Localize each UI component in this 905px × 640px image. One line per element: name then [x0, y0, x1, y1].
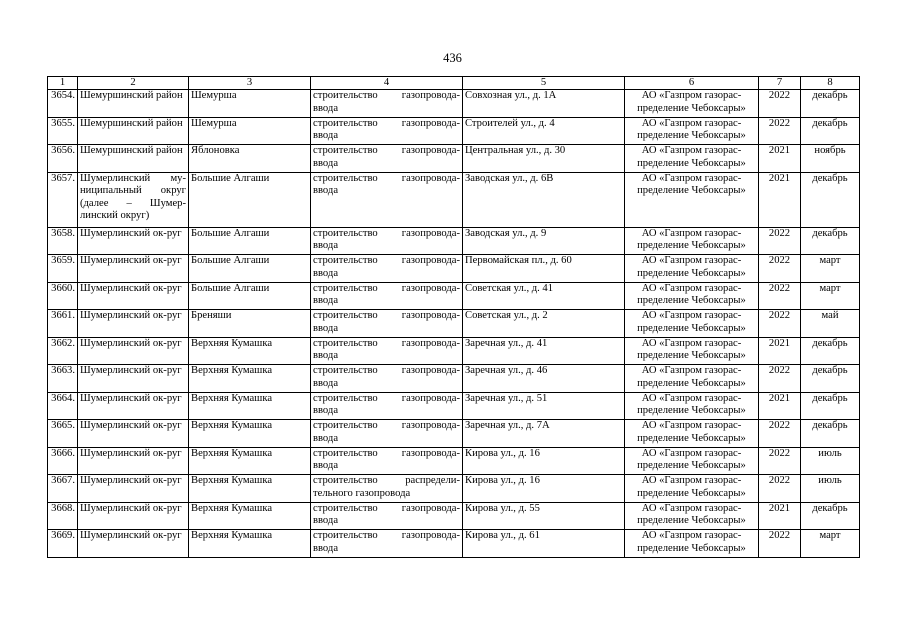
district-cell: Шумерлинский ок-руг	[78, 255, 189, 283]
month-cell: июль	[801, 475, 860, 503]
locality-cell: Большие Алгаши	[189, 227, 311, 255]
year-cell: 2022	[759, 282, 801, 310]
column-header: 7	[759, 77, 801, 90]
district-cell: Шумерлинский ок-руг	[78, 502, 189, 530]
work-type-cell: строительство газопровода-ввода	[311, 337, 463, 365]
year-cell: 2021	[759, 392, 801, 420]
locality-cell: Верхняя Кумашка	[189, 420, 311, 448]
district-cell: Шемуршинский район	[78, 90, 189, 118]
column-header: 2	[78, 77, 189, 90]
organization-cell: АО «Газпром газорас-пределение Чебоксары»	[625, 530, 759, 558]
table-row	[48, 502, 860, 530]
organization-cell: АО «Газпром газорас-пределение Чебоксары»	[625, 502, 759, 530]
row-number: 3666.	[48, 447, 78, 475]
row-number: 3660.	[48, 282, 78, 310]
year-cell: 2022	[759, 117, 801, 145]
table-row	[48, 530, 860, 558]
month-cell: май	[801, 310, 860, 338]
address-cell: Кирова ул., д. 61	[463, 530, 625, 558]
work-type-cell: строительство газопровода-ввода	[311, 310, 463, 338]
row-number: 3664.	[48, 392, 78, 420]
work-type-cell: строительство газопровода-ввода	[311, 530, 463, 558]
address-cell: Кирова ул., д. 55	[463, 502, 625, 530]
page-number: 436	[443, 51, 462, 65]
work-type-cell: строительство газопровода-ввода	[311, 172, 463, 227]
locality-cell: Яблоновка	[189, 145, 311, 173]
organization-cell: АО «Газпром газорас-пределение Чебоксары»	[625, 420, 759, 448]
row-number: 3654.	[48, 90, 78, 118]
work-type-cell: строительство газопровода-ввода	[311, 420, 463, 448]
row-number: 3663.	[48, 365, 78, 393]
locality-cell: Большие Алгаши	[189, 255, 311, 283]
address-cell: Советская ул., д. 2	[463, 310, 625, 338]
column-number-row	[48, 77, 860, 90]
organization-cell: АО «Газпром газорас-пределение Чебоксары»	[625, 365, 759, 393]
district-cell: Шумерлинский ок-руг	[78, 447, 189, 475]
table-row	[48, 420, 860, 448]
district-cell: Шумерлинский ок-руг	[78, 475, 189, 503]
address-cell: Кирова ул., д. 16	[463, 475, 625, 503]
work-type-cell: строительство газопровода-ввода	[311, 502, 463, 530]
organization-cell: АО «Газпром газорас-пределение Чебоксары»	[625, 227, 759, 255]
table-row	[48, 227, 860, 255]
organization-cell: АО «Газпром газорас-пределение Чебоксары»	[625, 475, 759, 503]
column-header: 4	[311, 77, 463, 90]
table-row	[48, 365, 860, 393]
table-row	[48, 255, 860, 283]
address-cell: Советская ул., д. 41	[463, 282, 625, 310]
district-cell: Шумерлинский ок-руг	[78, 227, 189, 255]
month-cell: декабрь	[801, 117, 860, 145]
year-cell: 2022	[759, 90, 801, 118]
column-header: 3	[189, 77, 311, 90]
month-cell: декабрь	[801, 337, 860, 365]
table-row	[48, 392, 860, 420]
work-type-cell: строительство газопровода-ввода	[311, 90, 463, 118]
organization-cell: АО «Газпром газорас-пределение Чебоксары»	[625, 447, 759, 475]
address-cell: Заречная ул., д. 46	[463, 365, 625, 393]
row-number: 3665.	[48, 420, 78, 448]
month-cell: март	[801, 255, 860, 283]
district-cell: Шемуршинский район	[78, 145, 189, 173]
work-type-cell: строительство газопровода-ввода	[311, 117, 463, 145]
locality-cell: Большие Алгаши	[189, 282, 311, 310]
address-cell: Заречная ул., д. 41	[463, 337, 625, 365]
work-type-cell: строительство газопровода-ввода	[311, 392, 463, 420]
table-row	[48, 447, 860, 475]
locality-cell: Шемурша	[189, 117, 311, 145]
year-cell: 2021	[759, 145, 801, 173]
year-cell: 2022	[759, 530, 801, 558]
locality-cell: Большие Алгаши	[189, 172, 311, 227]
work-type-cell: строительство газопровода-ввода	[311, 447, 463, 475]
column-header: 1	[48, 77, 78, 90]
work-type-cell: строительство газопровода-ввода	[311, 227, 463, 255]
address-cell: Заречная ул., д. 51	[463, 392, 625, 420]
year-cell: 2022	[759, 255, 801, 283]
month-cell: декабрь	[801, 392, 860, 420]
organization-cell: АО «Газпром газорас-пределение Чебоксары»	[625, 392, 759, 420]
month-cell: декабрь	[801, 90, 860, 118]
work-type-cell: строительство газопровода-ввода	[311, 365, 463, 393]
year-cell: 2022	[759, 420, 801, 448]
register-table	[47, 76, 860, 558]
row-number: 3659.	[48, 255, 78, 283]
locality-cell: Верхняя Кумашка	[189, 502, 311, 530]
year-cell: 2022	[759, 227, 801, 255]
table-row	[48, 310, 860, 338]
address-cell: Заводская ул., д. 9	[463, 227, 625, 255]
month-cell: декабрь	[801, 227, 860, 255]
year-cell: 2021	[759, 502, 801, 530]
address-cell: Совхозная ул., д. 1А	[463, 90, 625, 118]
work-type-cell: строительство распредели-тельного газопровода	[311, 475, 463, 503]
month-cell: март	[801, 282, 860, 310]
year-cell: 2021	[759, 172, 801, 227]
district-cell: Шемуршинский район	[78, 117, 189, 145]
row-number: 3661.	[48, 310, 78, 338]
row-number: 3656.	[48, 145, 78, 173]
table-row	[48, 282, 860, 310]
work-type-cell: строительство газопровода-ввода	[311, 282, 463, 310]
month-cell: март	[801, 530, 860, 558]
month-cell: ноябрь	[801, 145, 860, 173]
district-cell: Шумерлинский му-ниципальный округ (далее – Шумер-линский округ)	[78, 172, 189, 227]
address-cell: Первомайская пл., д. 60	[463, 255, 625, 283]
row-number: 3657.	[48, 172, 78, 227]
row-number: 3658.	[48, 227, 78, 255]
row-number: 3669.	[48, 530, 78, 558]
row-number: 3662.	[48, 337, 78, 365]
organization-cell: АО «Газпром газорас-пределение Чебоксары»	[625, 117, 759, 145]
organization-cell: АО «Газпром газорас-пределение Чебоксары»	[625, 310, 759, 338]
year-cell: 2022	[759, 475, 801, 503]
address-cell: Заречная ул., д. 7А	[463, 420, 625, 448]
district-cell: Шумерлинский ок-руг	[78, 530, 189, 558]
year-cell: 2021	[759, 337, 801, 365]
table-row	[48, 90, 860, 118]
district-cell: Шумерлинский ок-руг	[78, 365, 189, 393]
locality-cell: Шемурша	[189, 90, 311, 118]
locality-cell: Верхняя Кумашка	[189, 530, 311, 558]
year-cell: 2022	[759, 310, 801, 338]
table-row	[48, 145, 860, 173]
district-cell: Шумерлинский ок-руг	[78, 310, 189, 338]
table-row	[48, 172, 860, 227]
district-cell: Шумерлинский ок-руг	[78, 392, 189, 420]
locality-cell: Верхняя Кумашка	[189, 392, 311, 420]
year-cell: 2022	[759, 365, 801, 393]
locality-cell: Верхняя Кумашка	[189, 475, 311, 503]
table-row	[48, 475, 860, 503]
column-header: 5	[463, 77, 625, 90]
column-header: 6	[625, 77, 759, 90]
row-number: 3655.	[48, 117, 78, 145]
district-cell: Шумерлинский ок-руг	[78, 420, 189, 448]
column-header: 8	[801, 77, 860, 90]
locality-cell: Верхняя Кумашка	[189, 365, 311, 393]
district-cell: Шумерлинский ок-руг	[78, 337, 189, 365]
organization-cell: АО «Газпром газорас-пределение Чебоксары»	[625, 145, 759, 173]
organization-cell: АО «Газпром газорас-пределение Чебоксары»	[625, 255, 759, 283]
organization-cell: АО «Газпром газорас-пределение Чебоксары»	[625, 282, 759, 310]
month-cell: декабрь	[801, 365, 860, 393]
month-cell: декабрь	[801, 420, 860, 448]
address-cell: Центральная ул., д. 30	[463, 145, 625, 173]
organization-cell: АО «Газпром газорас-пределение Чебоксары»	[625, 172, 759, 227]
locality-cell: Верхняя Кумашка	[189, 337, 311, 365]
address-cell: Строителей ул., д. 4	[463, 117, 625, 145]
organization-cell: АО «Газпром газорас-пределение Чебоксары»	[625, 90, 759, 118]
address-cell: Заводская ул., д. 6В	[463, 172, 625, 227]
organization-cell: АО «Газпром газорас-пределение Чебоксары»	[625, 337, 759, 365]
locality-cell: Верхняя Кумашка	[189, 447, 311, 475]
row-number: 3668.	[48, 502, 78, 530]
row-number: 3667.	[48, 475, 78, 503]
table-row	[48, 117, 860, 145]
address-cell: Кирова ул., д. 16	[463, 447, 625, 475]
month-cell: декабрь	[801, 172, 860, 227]
month-cell: декабрь	[801, 502, 860, 530]
work-type-cell: строительство газопровода-ввода	[311, 255, 463, 283]
locality-cell: Бреняши	[189, 310, 311, 338]
district-cell: Шумерлинский ок-руг	[78, 282, 189, 310]
work-type-cell: строительство газопровода-ввода	[311, 145, 463, 173]
year-cell: 2022	[759, 447, 801, 475]
table-row	[48, 337, 860, 365]
month-cell: июль	[801, 447, 860, 475]
